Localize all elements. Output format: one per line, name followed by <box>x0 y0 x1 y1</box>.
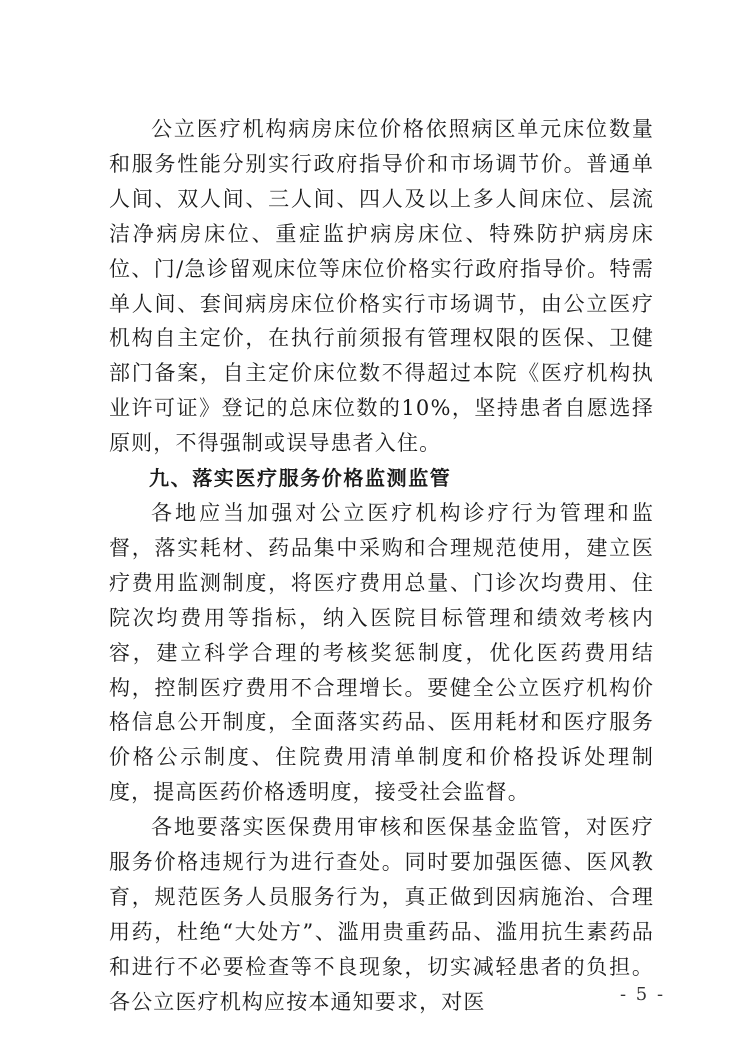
paragraph-bed-pricing: 公立医疗机构病房床位价格依照病区单元床位数量和服务性能分别实行政府指导价和市场调节价。普通单人间、双人间、三人间、四人及以上多人间床位、层流洁净病房床位、重症监护病房床位、特殊防护病房床位、门/急诊留观床位等床位价格实行政府指导价。特需单人间、套间病房床位价格实行市场调节，由公立医疗机构自主定价，在执行前须报有管理权限的医保、卫健部门备案，自主定价床位数不得超过本院《医疗机构执业许可证》登记的总床位数的10%，坚持患者自愿选择原则，不得强制或误导患者入住。 <box>109 117 654 456</box>
paragraph-cost-monitoring: 各地应当加强对公立医疗机构诊疗行为管理和监督，落实耗材、药品集中采购和合理规范使用，建立医疗费用监测制度，将医疗费用总量、门诊次均费用、住院次均费用等指标，纳入医院目标管理和绩效考核内容，建立科学合理的考核奖惩制度，优化医药费用结构，控制医疗费用不合理增长。要健全公立医疗机构价格信息公开制度，全面落实药品、医用耗材和医疗服务价格公示制度、住院费用清单制度和价格投诉处理制度，提高医药价格透明度，接受社会监督。 <box>109 500 654 805</box>
document-body <box>109 112 654 1020</box>
page-number: - 5 - <box>620 984 666 1005</box>
section-heading-price-monitoring: 九、落实医疗服务价格监测监管 <box>149 466 452 491</box>
paragraph-insurance-supervision: 各地要落实医保费用审核和医保基金监管，对医疗服务价格违规行为进行查处。同时要加强医德、医风教育，规范医务人员服务行为，真正做到因病施治、合理用药，杜绝“大处方”、滥用贵重药品、滥用抗生素药品和进行不必要检查等不良现象，切实减轻患者的负担。各公立医疗机构应按本通知要求，对医 <box>109 815 654 1014</box>
